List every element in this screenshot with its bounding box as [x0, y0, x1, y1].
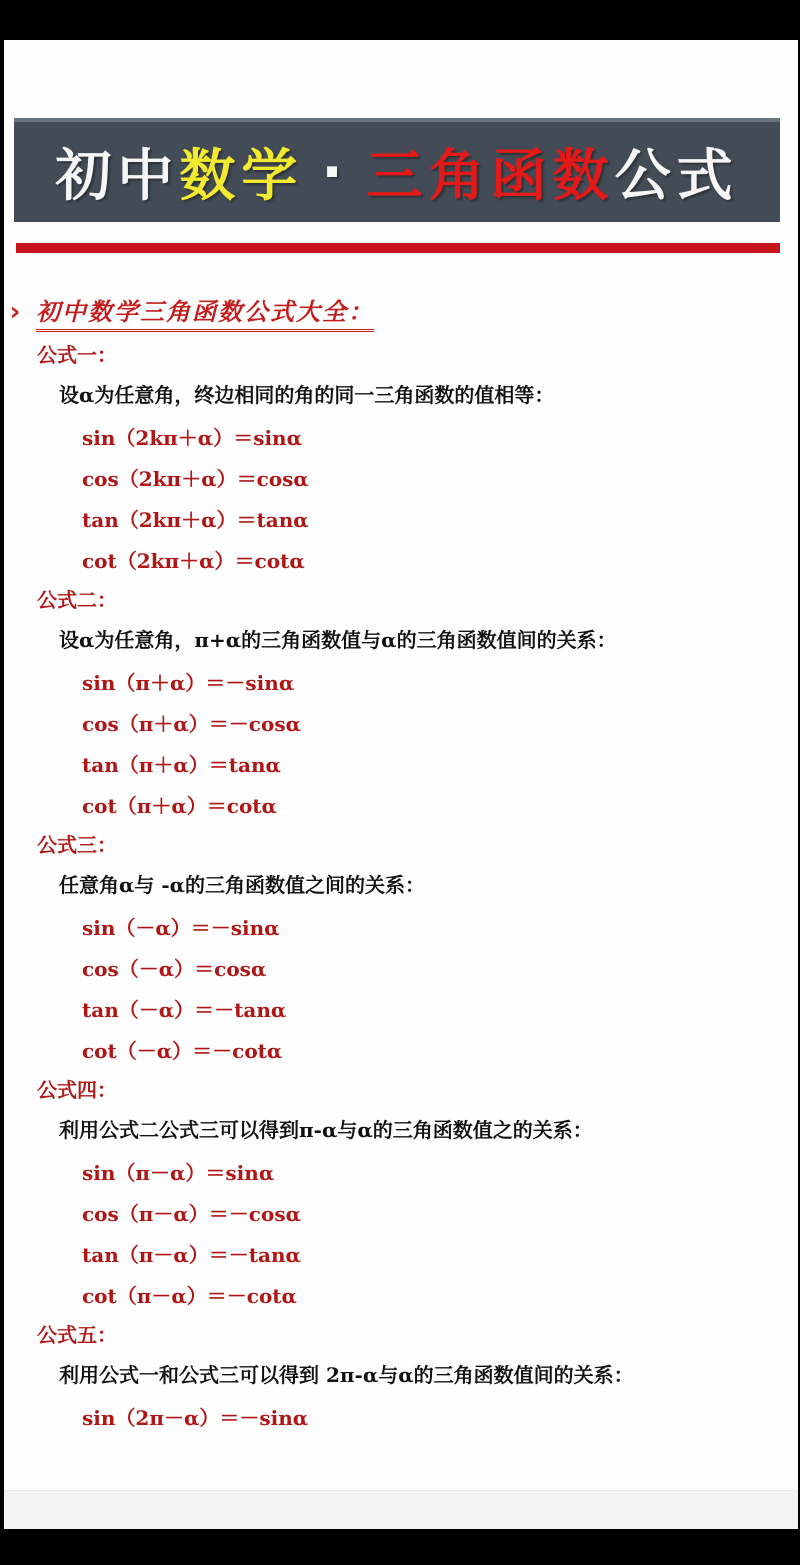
formula-line: cos（2kπ＋α）＝cosα — [82, 467, 309, 491]
formula-line: tan（π＋α）＝tanα — [82, 753, 281, 777]
group-description: 设α为任意角，终边相同的角的同一三角函数的值相等： — [59, 383, 555, 407]
formula-group-3 — [4, 827, 798, 1072]
formula-line: sin（2kπ＋α）＝sinα — [82, 426, 302, 450]
formula-line: sin（π－α）＝sinα — [82, 1161, 275, 1185]
formula-line: tan（－α）＝－tanα — [82, 998, 287, 1022]
section-title: 初中数学三角函数公式大全： — [36, 292, 374, 332]
section-heading — [4, 292, 374, 332]
banner-text-1: 初中 — [55, 144, 180, 209]
banner-text-4: 公式 — [614, 144, 739, 209]
formula-group-5 — [4, 1317, 798, 1439]
group-description: 任意角α与 -α的三角函数值之间的关系： — [59, 873, 426, 897]
formula-line: sin（－α）＝－sinα — [82, 916, 280, 940]
formula-line: cos（－α）＝cosα — [82, 957, 267, 981]
group-label: 公式五： — [37, 1323, 117, 1347]
formula-line: cot（2kπ＋α）＝cotα — [82, 549, 305, 573]
title-banner — [14, 118, 780, 222]
formula-line: cot（－α）＝－cotα — [82, 1039, 283, 1063]
formula-group-2 — [4, 582, 798, 827]
formula-line: cot（π－α）＝－cotα — [82, 1284, 297, 1308]
group-description: 设α为任意角，π+α的三角函数值与α的三角函数值间的关系： — [59, 628, 617, 652]
page-footer-strip — [4, 1490, 798, 1529]
group-label: 公式三： — [37, 833, 117, 857]
group-label: 公式一： — [37, 343, 117, 367]
group-label: 公式四： — [37, 1078, 117, 1102]
formula-line: tan（2kπ＋α）＝tanα — [82, 508, 309, 532]
formula-group-4 — [4, 1072, 798, 1317]
banner-text-2: 数学 — [179, 144, 304, 209]
formula-line: sin（2π－α）＝－sinα — [82, 1406, 309, 1430]
formula-line: cot（π＋α）＝cotα — [82, 794, 277, 818]
formula-line: cos（π＋α）＝－cosα — [82, 712, 301, 736]
formula-list — [4, 337, 798, 1439]
formula-line: cos（π－α）＝－cosα — [82, 1202, 301, 1226]
formula-group-1 — [4, 337, 798, 582]
banner-separator: · — [321, 139, 349, 205]
group-description: 利用公式一和公式三可以得到 2π-α与α的三角函数值间的关系： — [59, 1363, 634, 1387]
chevron-right-icon: › — [9, 297, 21, 327]
banner-text-3: 三角函数 — [366, 144, 615, 209]
group-description: 利用公式二公式三可以得到π-α与α的三角函数值之的关系： — [59, 1118, 593, 1142]
red-divider — [16, 243, 780, 253]
document-page — [4, 40, 798, 1528]
formula-line: sin（π＋α）＝－sinα — [82, 671, 295, 695]
group-label: 公式二： — [37, 588, 117, 612]
formula-line: tan（π－α）＝－tanα — [82, 1243, 301, 1267]
